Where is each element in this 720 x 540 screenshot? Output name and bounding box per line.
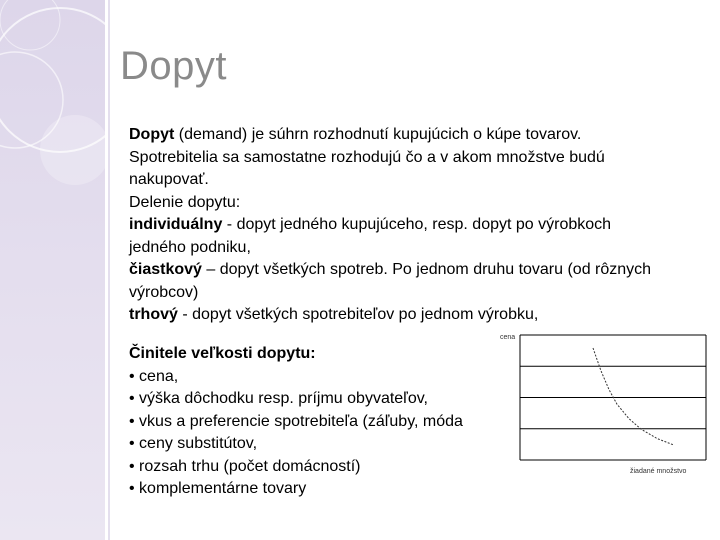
intro-definition: (demand) je súhrn rozhodnutí kupujúcich o kúpe tovarov. Spotrebitelia sa samostatne rozhodujú čo a v akom množstve budú nakupovať. — [129, 126, 605, 188]
factors-list — [129, 343, 519, 501]
demand-type-text: – dopyt všetkých spotreb. Po jednom druhu tovaru (od rôznych výrobcov) — [129, 261, 652, 301]
demand-type-term: individuálny — [129, 216, 223, 233]
factor-item: • rozsah trhu (počet domácností) — [129, 457, 361, 475]
demand-type-term: čiastkový — [129, 261, 202, 278]
decorative-circles — [0, 0, 105, 540]
demand-type-text: - dopyt všetkých spotrebiteľov po jednom výrobku, — [177, 306, 539, 323]
demand-type-individual — [129, 214, 669, 259]
intro-paragraph — [129, 124, 669, 192]
x-axis-label: žiadané množstvo — [630, 468, 687, 475]
decorative-sidebar — [0, 0, 105, 540]
demand-type-partial — [129, 259, 669, 304]
division-heading: Delenie dopytu: — [129, 193, 241, 211]
slide-title: Dopyt — [120, 44, 227, 88]
factor-item: • vkus a preferencie spotrebiteľa (záľuby, móda — [129, 412, 463, 430]
factor-item: • komplementárne tovary — [129, 480, 307, 497]
sidebar-divider — [108, 0, 110, 540]
demand-type-text: - dopyt jedného kupujúceho, resp. dopyt po výrobkoch jedného podniku, — [129, 216, 612, 256]
factors-heading: Činitele veľkosti dopytu: — [129, 345, 316, 362]
factor-item: • výška dôchodku resp. príjmu obyvateľov, — [129, 390, 428, 407]
intro-term: Dopyt — [129, 126, 175, 143]
slide-body — [129, 124, 669, 327]
demand-curve-line — [593, 348, 673, 445]
y-axis-label: cena — [500, 334, 516, 341]
factor-item: • cena, — [129, 367, 179, 385]
chart-canvas — [498, 330, 708, 490]
demand-curve-chart — [498, 330, 708, 490]
factor-item: • ceny substitútov, — [129, 435, 258, 452]
demand-type-term: trhový — [129, 306, 178, 323]
demand-type-market — [129, 304, 669, 327]
